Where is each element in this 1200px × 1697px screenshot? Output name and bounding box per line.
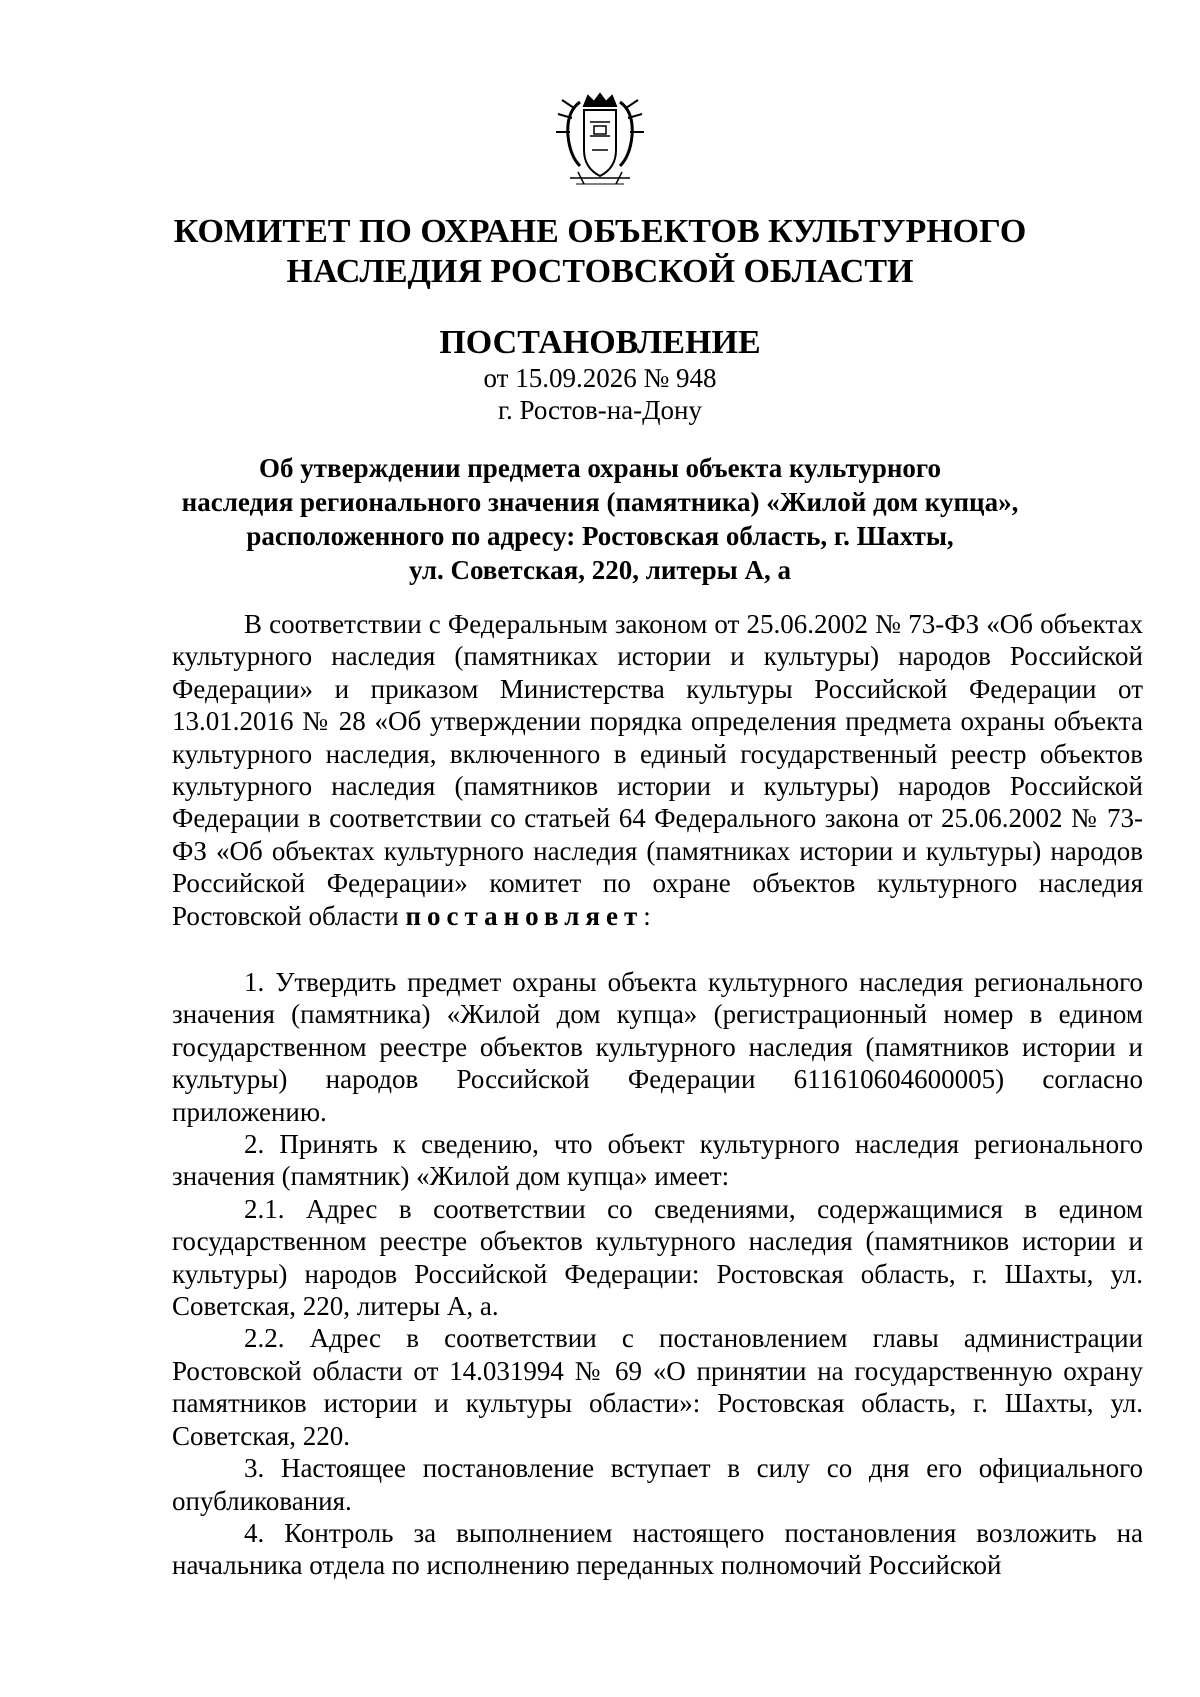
organization-name-line-2: НАСЛЕДИЯ РОСТОВСКОЙ ОБЛАСТИ (286, 253, 914, 290)
preamble (172, 608, 1143, 932)
coat-of-arms-icon (540, 92, 660, 192)
item-3: 3. Настоящее постановление вступает в силу со дня его официального опубликования. (172, 1453, 1143, 1516)
document-subject (150, 451, 1050, 587)
item-4: 4. Контроль за выполнением настоящего постановления возложить на начальника отдела по исполнению переданных полномочий Российской (172, 1517, 1143, 1581)
preamble-colon: : (643, 900, 651, 931)
preamble-text: В соответствии с Федеральным законом от 25.06.2002 № 73-ФЗ «Об объектах культурного наследия (памятниках истории и культуры) народов Российской Федерации» и приказом Министерства культуры Российской Федерации от 13.01.2016 № 28 «Об утверждении порядка определения предмета охраны объекта культурного наследия, включенного в единый государственный реестр объектов культурного наследия (памятников истории и культуры) народов Российской Федерации в соответствии со статьей 64 Федерального закона от 25.06.2002 № 73-ФЗ «Об объектах культурного наследия (памятниках истории и культуры) народов Российской Федерации» комитет по охране объектов культурного наследия Ростовской области (172, 609, 1143, 931)
decree-word: постановляет (405, 900, 644, 931)
item-1: 1. Утвердить предмет охраны объекта культурного наследия регионального значения (памятника) «Жилой дом купца» (регистрационный номер в едином государственном реестре объектов культурного наследия (памятников истории и культуры) народов Российской Федерации 611610604600005) согласно приложению. (172, 967, 1143, 1127)
preamble-paragraph (172, 608, 1143, 932)
resolution-items (172, 966, 1143, 1582)
subject-line-2: наследия регионального значения (памятника) «Жилой дом купца», (181, 487, 1019, 517)
document-place: г. Ростов-на-Дону (497, 395, 702, 425)
organization-name-line-1: КОМИТЕТ ПО ОХРАНЕ ОБЪЕКТОВ КУЛЬТУРНОГО (173, 213, 1027, 250)
subject-line-4: ул. Советская, 220, литеры А, а (409, 555, 791, 585)
item-2-1: 2.1. Адрес в соответствии со сведениями, содержащимися в едином государственном реестре объектов культурного наследия (памятников истории и культуры) народов Российской Федерации: Ростовская область, г. Шахты, ул. Советская, 220, литеры А, а. (172, 1193, 1143, 1322)
item-2: 2. Принять к сведению, что объект культурного наследия регионального значения (памятник) «Жилой дом купца» имеет: (172, 1129, 1143, 1192)
subject-line-1: Об утверждении предмета охраны объекта культурного (259, 453, 941, 483)
document-type: ПОСТАНОВЛЕНИЕ (439, 324, 761, 361)
organization-name (150, 212, 1050, 292)
document-date-number: от 15.09.2026 № 948 (483, 363, 717, 393)
item-2-2: 2.2. Адрес в соответствии с постановлением главы администрации Ростовской области от 14.031994 № 69 «О принятии на государственную охрану памятников истории и культуры области»: Ростовская область, г. Шахты, ул. Советская, 220. (172, 1323, 1143, 1451)
subject-line-3: расположенного по адресу: Ростовская область, г. Шахты, (246, 521, 954, 551)
